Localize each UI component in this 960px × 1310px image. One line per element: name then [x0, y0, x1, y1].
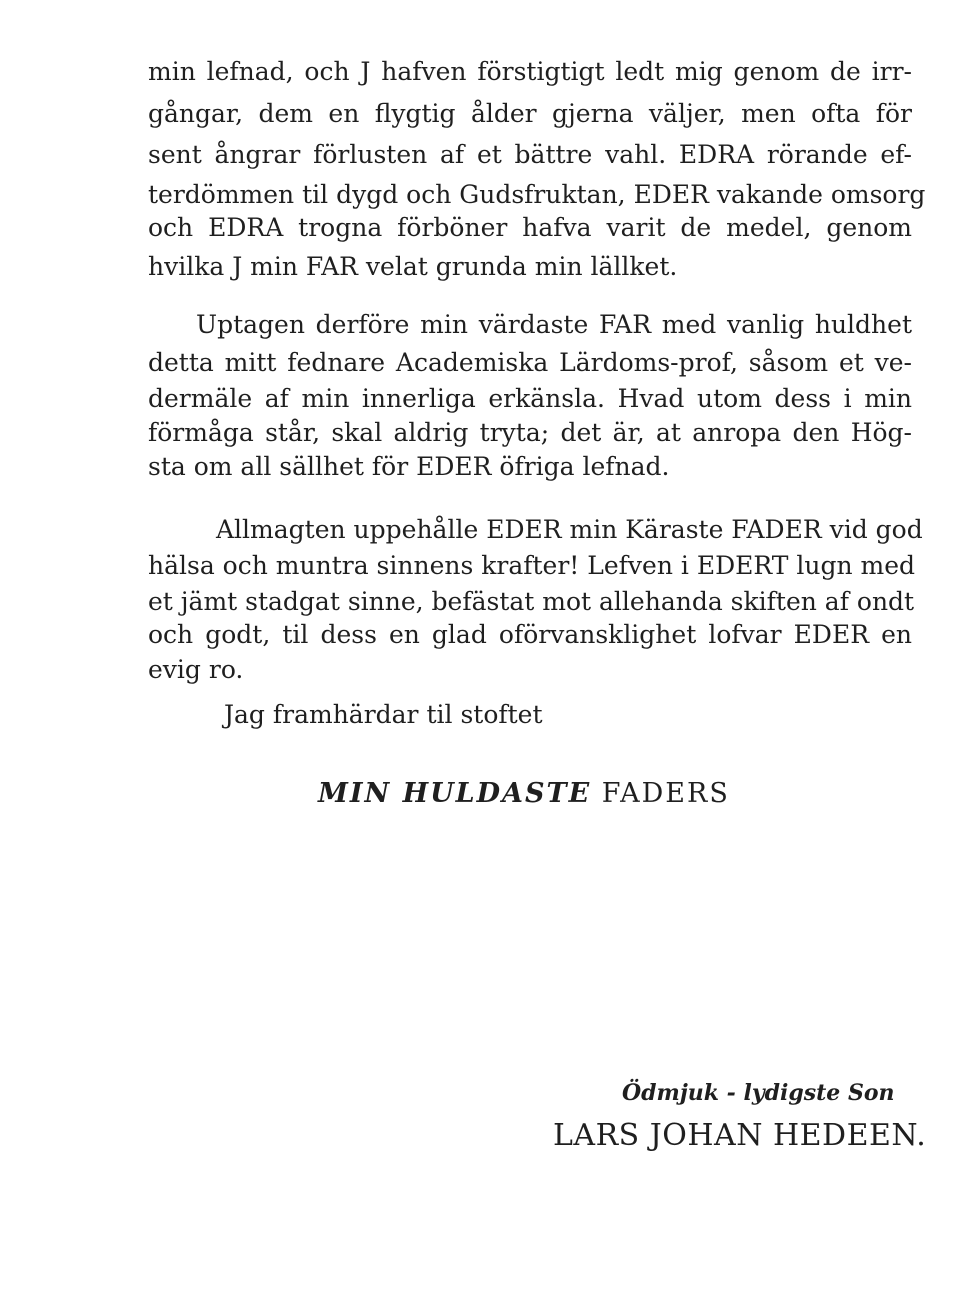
closing-phrase: Ödmjuk - lydigste Son — [622, 1080, 895, 1106]
paragraph-3-line-1: Allmagten uppehålle EDER min Käraste FADER vid god — [216, 515, 923, 544]
paragraph-3-line-5: evig ro. — [148, 655, 244, 684]
paragraph-1-line-2: gångar, dem en flygtig ålder gjerna väljer, men ofta för — [148, 99, 912, 128]
paragraph-2-line-2: detta mitt fednare Academiska Lärdoms-prof, såsom et ve- — [148, 348, 912, 377]
signature: LARS JOHAN HEDEEN. — [553, 1118, 927, 1153]
paragraph-1-line-3: sent ångrar förlusten af et bättre vahl. EDRA rörande ef- — [148, 140, 912, 169]
salutation — [318, 778, 730, 809]
paragraph-2-line-4: förmåga står, skal aldrig tryta; det är, at anropa den Hög- — [148, 418, 912, 447]
paragraph-1-line-5: och EDRA trogna förböner hafva varit de medel, genom — [148, 213, 912, 242]
paragraph-2-line-5: sta om all sällhet för EDER öfriga lefnad. — [148, 452, 670, 481]
paragraph-2-line-1: Uptagen derföre min värdaste FAR med vanlig huldhet — [196, 310, 912, 339]
paragraph-1-line-6: hvilka J min FAR velat grunda min lällket. — [148, 252, 678, 281]
paragraph-2-line-3: dermäle af min innerliga erkänsla. Hvad utom dess i min — [148, 384, 912, 413]
paragraph-3-line-4: och godt, til dess en glad oförvansklighet lofvar EDER en — [148, 620, 912, 649]
paragraph-3-line-3: et jämt stadgat sinne, befästat mot allehanda skiften af ondt — [148, 587, 915, 616]
closing-line: Jag framhärdar til stoftet — [224, 700, 543, 729]
paragraph-1-line-1: min lefnad, och J hafven förstigtigt ledt mig genom de irr- — [148, 57, 912, 86]
salutation-roman: FADERS — [601, 778, 730, 809]
paragraph-1-line-4: terdömmen til dygd och Gudsfruktan, EDER vakande omsorg — [148, 180, 926, 209]
salutation-italic: MIN HULDASTE — [318, 778, 592, 809]
paragraph-3-line-2: hälsa och muntra sinnens krafter! Lefven i EDERT lugn med — [148, 551, 916, 580]
